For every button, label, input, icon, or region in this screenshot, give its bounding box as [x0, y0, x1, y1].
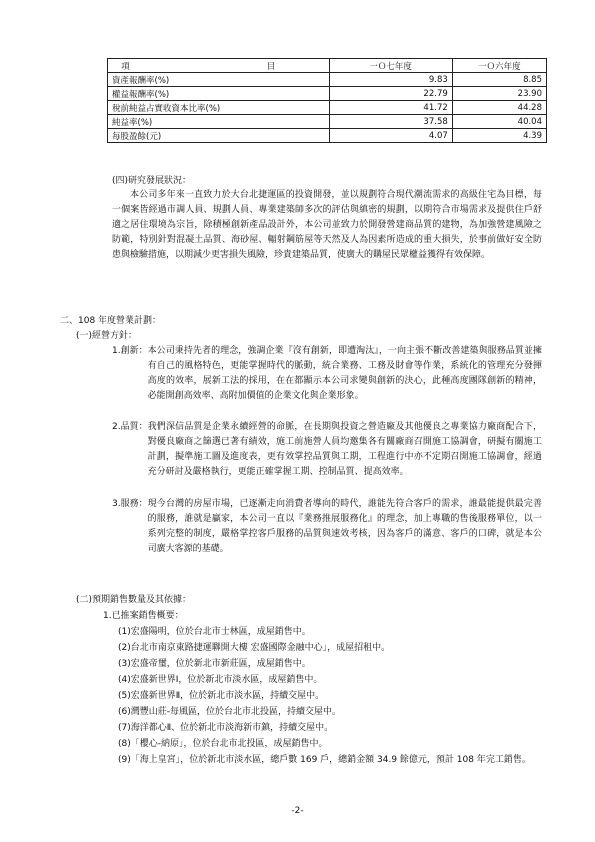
list-item-text: 灣豐山莊-每風區，位於台北市北投區，持續交屋中。	[130, 707, 341, 717]
table-cell-106: 8.85	[452, 73, 546, 87]
list-item	[118, 657, 538, 672]
list-item-label: (2)	[118, 643, 131, 653]
policy-label: 2.品質：	[112, 422, 148, 432]
forecast-heading: (二)預期銷售數量及其依據：	[76, 595, 192, 605]
list-item-text: 「櫻心-納原」，位於台北市北投區，成屋銷售中。	[130, 739, 328, 749]
table-cell-107: 9.83	[329, 73, 452, 87]
list-item-text: 「海上皇宮」，位於新北市淡水區，總戶數 169 戶，總銷金額 34.9 餘億元，預計 108 年完工銷售。	[130, 755, 531, 765]
table-cell-106: 40.04	[452, 115, 546, 129]
table-cell-107: 22.79	[329, 87, 452, 101]
list-item	[118, 689, 538, 704]
policy-text: 本公司秉持先者的理念，強調企業『沒有創新，即遭淘汰』，一向主張不斷改善建築與服務品質並擁有自己的風格特色，更能掌握時代的脈動，統合業務、工務及財會等作業，系統化的管理充分發揮高度的效率，展新工法的採用，在在都顯示本公司求變與創新的決心，此種高度團隊創新的精神，必能開創高效率、高附加價值的企業文化與企業形象。	[147, 346, 542, 401]
policy-text: 現今台灣的房屋市場，已逐漸走向消費者導向的時代，誰能先符合客戶的需求，誰最能提供最完善的服務，誰就是贏家，本公司一直以『業務推展服務化』的理念，加上專職的售後服務單位，以一系列完整的制度，嚴格掌控客戶服務的品質與速效考核，因為客戶的滿意、客戶的口碑，就是本公司廣大客源的基礎。	[147, 499, 542, 554]
policy-label: 1.創新：	[112, 346, 148, 356]
table-header-item: 項 目	[108, 59, 330, 73]
list-item-text: 宏盛陽明，位於台北市士林區，成屋銷售中。	[130, 627, 311, 637]
table-row	[108, 115, 547, 129]
list-item-label: (7)	[118, 723, 131, 733]
list-item	[118, 753, 538, 768]
table-header-row	[108, 59, 547, 73]
list-item	[118, 721, 538, 736]
policy-item-service	[112, 497, 542, 557]
table-cell-106: 44.28	[452, 101, 546, 115]
plan-heading: 二、108 年度營業計劃：	[60, 316, 162, 326]
policy-item-innovation	[112, 344, 542, 404]
financial-ratio-table	[107, 58, 547, 143]
table-header-106: 一Ｏ六年度	[452, 59, 546, 73]
list-item-label: (3)	[118, 659, 131, 669]
list-item-label: (8)	[118, 739, 131, 749]
table-cell-106: 4.39	[452, 129, 546, 143]
list-item-label: (5)	[118, 691, 131, 701]
table-header-107: 一Ｏ七年度	[329, 59, 452, 73]
policy-heading: (一)經營方針：	[76, 331, 138, 341]
list-item	[118, 673, 538, 688]
table-row	[108, 129, 547, 143]
table-row	[108, 87, 547, 101]
page-number: -2-	[291, 806, 304, 816]
list-item-text: 宏盛帝璽，位於新北市新莊區，成屋銷售中。	[130, 659, 311, 669]
rd-paragraph: 本公司多年來一直致力於大台北捷運區的投資開發，並以規劃符合現代潮流需求的高級住宅為目標，每一個案皆經過市調人員、規劃人員、專業建築師多次的評估與縝密的規劃，以期符合市場需求及提供住戶舒適之居住環境為宗旨，除積極創新產品設計外，本公司並致力於開發營建商品質的建物，為加強營建風險之防範，特別針對混凝土品質、海砂屋、輻射鋼筋屋等天然及人為因素所造成的重大損失，於事前做好安全防患與檢驗措施，以期減少更害損失風險，珍貴建築品質，使廣大的購屋民眾權益獲得有效保障。	[112, 190, 542, 260]
list-item-text: 海洋都心Ⅱ、位於新北市淡海新市鎮，持續交屋中。	[130, 723, 334, 733]
table-cell-107: 41.72	[329, 101, 452, 115]
list-item-label: (1)	[118, 627, 131, 637]
table-row	[108, 73, 547, 87]
list-item	[118, 641, 538, 656]
list-item-text: 宏盛新世界Ⅰ，位於新北市淡水區，成屋銷售中。	[130, 675, 323, 685]
list-item-label: (4)	[118, 675, 131, 685]
table-cell-item: 稅前純益占實收資本比率(%)	[108, 101, 330, 115]
list-item	[118, 625, 538, 640]
table-cell-item: 資產報酬率(%)	[108, 73, 330, 87]
rd-heading: (四)研究發展狀況：	[112, 176, 192, 186]
table-cell-107: 4.07	[329, 129, 452, 143]
table-cell-item: 純益率(%)	[108, 115, 330, 129]
list-item-label: (6)	[118, 707, 131, 717]
table-cell-107: 37.58	[329, 115, 452, 129]
policy-text: 我們深信品質是企業永續經營的命脈，在長期與投資之營造廠及其他優良之專業協力廠商配合下，對優良廠商之篩選已著有績效，施工前施營人員均邀集各有關廠商召開施工協調會，研擬有關施工計劃，擬準施工圖及進度表，更有效掌控品質與工期，工程進行中亦不定期召開施工協調會，經過充分研討及嚴格執行，更能正確掌握工期、控制品質、提高效率。	[147, 422, 542, 477]
table-row	[108, 101, 547, 115]
list-item-text: 宏盛新世界Ⅱ，位於新北市淡水區，持續交屋中。	[130, 691, 325, 701]
table-cell-106: 23.90	[452, 87, 546, 101]
forecast-subheading: 1.已推案銷售概要：	[103, 611, 184, 621]
policy-label: 3.服務：	[112, 499, 148, 509]
policy-item-quality	[112, 420, 542, 480]
list-item	[118, 705, 538, 720]
table-cell-item: 每股盈餘(元)	[108, 129, 330, 143]
list-item-text: 台北市南京東路捷運聯開大樓 宏盛國際金融中心」，成屋招租中。	[130, 643, 391, 653]
table-cell-item: 權益報酬率(%)	[108, 87, 330, 101]
list-item-label: (9)	[118, 755, 131, 765]
list-item	[118, 737, 538, 752]
